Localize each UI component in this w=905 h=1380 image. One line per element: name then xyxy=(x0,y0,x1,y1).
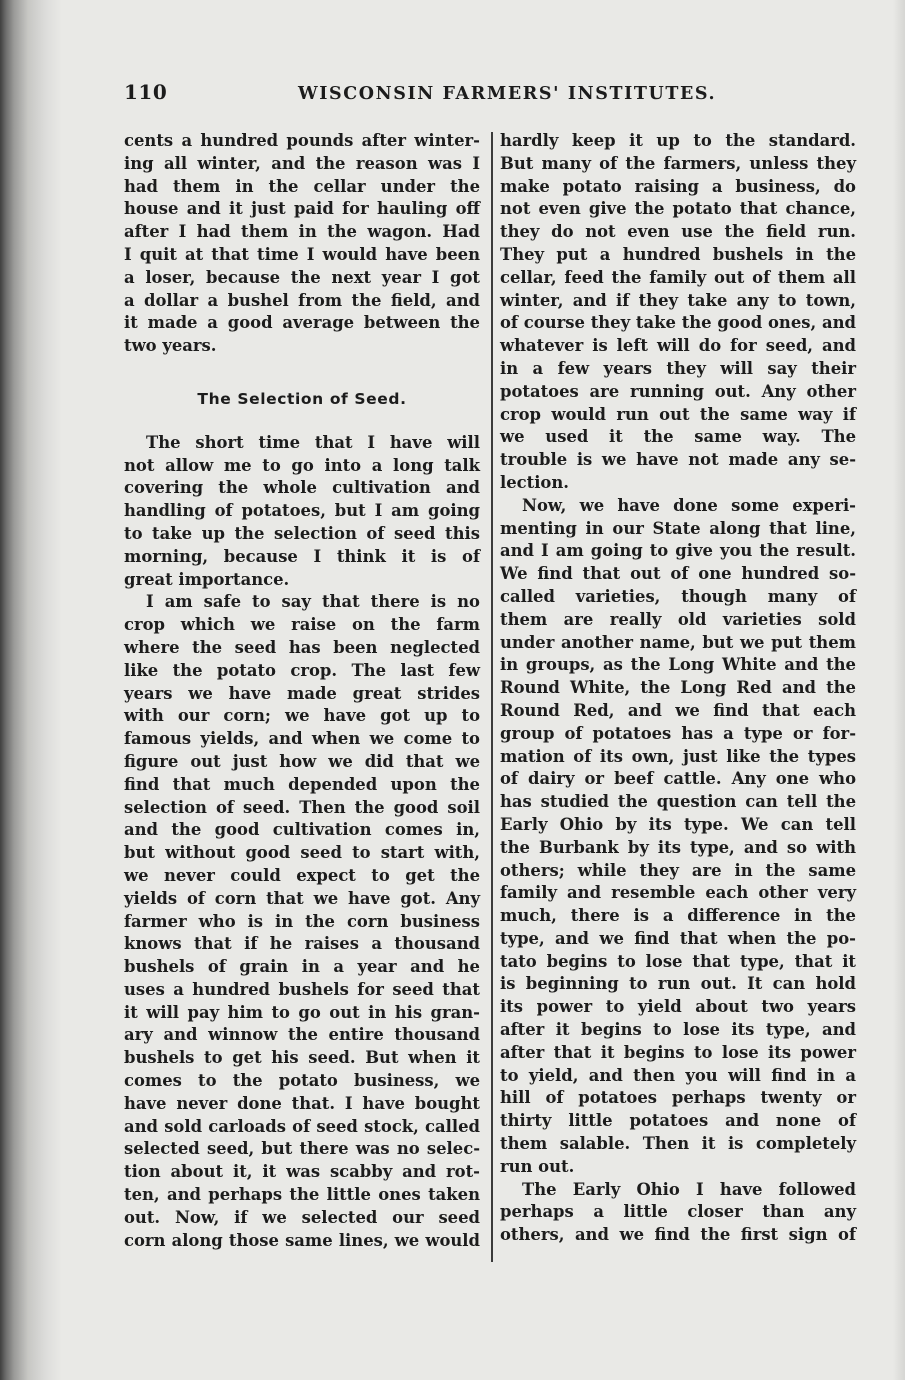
text-line: a dollar a bushel from the field, and xyxy=(124,290,480,310)
page-number: 110 xyxy=(124,80,168,104)
column-divider xyxy=(491,132,493,1262)
text-line: tato begins to lose that type, that it xyxy=(500,951,856,971)
text-line: selected seed, but there was no selec- xyxy=(124,1139,480,1159)
book-gutter-shadow xyxy=(0,0,62,1380)
paragraph-now xyxy=(500,495,856,1179)
text-line: thirty little potatoes and none of xyxy=(500,1111,856,1131)
text-line: of course they take the good ones, and xyxy=(500,313,856,333)
text-line: winter, and if they take any to town, xyxy=(500,290,856,310)
text-line: of dairy or beef cattle. Any one who xyxy=(500,769,856,789)
section-heading: The Selection of Seed. xyxy=(197,389,407,408)
paragraph-continued xyxy=(500,130,856,495)
text-line: bushels to get his seed. But when it xyxy=(124,1048,480,1068)
text-line: is beginning to run out. It can hold xyxy=(500,974,856,994)
text-line: them are really old varieties sold xyxy=(500,609,856,629)
text-line: But many of the farmers, unless they xyxy=(500,153,856,173)
running-head: WISCONSIN FARMERS' INSTITUTES. xyxy=(298,84,717,104)
text-line: They put a hundred bushels in the xyxy=(500,244,856,264)
left-column xyxy=(124,130,480,1252)
text-line: but without good seed to start with, xyxy=(124,843,480,863)
text-line: and the good cultivation comes in, xyxy=(124,820,480,840)
text-line: crop would run out the same way if xyxy=(500,404,856,424)
text-line: crop which we raise on the farm xyxy=(124,615,480,635)
text-line: group of potatoes has a type or for- xyxy=(500,723,856,743)
text-line: run out. xyxy=(500,1156,575,1176)
text-line: corn along those same lines, we would xyxy=(124,1230,480,1250)
text-line: we never could expect to get the xyxy=(124,865,480,885)
page-edge-shadow xyxy=(893,0,905,1380)
text-line: great importance. xyxy=(124,569,290,589)
paragraph-short-time xyxy=(124,432,480,592)
text-line: lection. xyxy=(500,472,569,492)
text-line: make potato raising a business, do xyxy=(500,176,856,196)
text-line: hardly keep it up to the standard. xyxy=(500,131,856,150)
text-line: two years. xyxy=(124,336,217,356)
text-line: it will pay him to go out in his gran- xyxy=(124,1002,480,1022)
text-line: I am safe to say that there is no xyxy=(146,592,480,612)
text-line: called varieties, though many of xyxy=(500,586,856,606)
text-line: not even give the potato that chance, xyxy=(500,199,856,219)
text-line: type, and we find that when the po- xyxy=(500,928,856,948)
text-line: mation of its own, just like the types xyxy=(500,746,856,766)
text-line: find that much depended upon the xyxy=(124,774,480,794)
text-line: it made a good average between the xyxy=(124,313,480,333)
text-line: to take up the selection of seed this xyxy=(124,523,480,543)
text-line: knows that if he raises a thousand xyxy=(124,934,480,954)
text-line: We find that out of one hundred so- xyxy=(500,564,856,584)
text-line: we used it the same way. The xyxy=(500,427,856,447)
right-column xyxy=(500,130,856,1247)
text-line: out. Now, if we selected our seed xyxy=(124,1207,480,1227)
text-line: after that it begins to lose its power xyxy=(500,1042,856,1062)
text-line: under another name, but we put them xyxy=(500,632,856,652)
text-line: The short time that I have will xyxy=(146,432,480,452)
text-line: comes to the potato business, we xyxy=(124,1071,480,1091)
text-line: have never done that. I have bought xyxy=(124,1093,480,1113)
text-line: potatoes are running out. Any other xyxy=(500,381,856,401)
paragraph-intro xyxy=(124,130,480,358)
text-line: after it begins to lose its type, and xyxy=(500,1020,856,1040)
text-line: The Early Ohio I have followed xyxy=(522,1179,856,1199)
text-line: had them in the cellar under the xyxy=(124,176,480,196)
text-line: ing all winter, and the reason was I xyxy=(124,153,480,173)
text-line: ten, and perhaps the little ones taken xyxy=(124,1185,480,1205)
text-line: where the seed has been neglected xyxy=(124,637,480,657)
text-line: ary and winnow the entire thousand xyxy=(124,1025,480,1045)
text-line: menting in our State along that line, xyxy=(500,518,856,538)
text-line: in groups, as the Long White and the xyxy=(500,655,856,675)
text-line: years we have made great strides xyxy=(124,683,480,703)
text-line: with our corn; we have got up to xyxy=(124,706,480,726)
text-line: others, and we find the first sign of xyxy=(500,1225,856,1245)
text-line: house and it just paid for hauling off xyxy=(124,199,480,219)
text-line: Now, we have done some experi- xyxy=(522,495,856,515)
text-line: others; while they are in the same xyxy=(500,860,856,880)
text-line: and sold carloads of seed stock, called xyxy=(124,1116,480,1136)
text-line: Round Red, and we find that each xyxy=(500,700,856,720)
text-line: famous yields, and when we come to xyxy=(124,729,480,749)
text-line: covering the whole cultivation and xyxy=(124,478,480,498)
text-line: Early Ohio by its type. We can tell xyxy=(500,814,856,834)
text-line: selection of seed. Then the good soil xyxy=(124,797,480,817)
text-line: family and resemble each other very xyxy=(500,883,856,903)
text-line: perhaps a little closer than any xyxy=(500,1202,856,1222)
paragraph-early-ohio xyxy=(500,1179,856,1247)
text-line: in a few years they will say their xyxy=(500,358,856,378)
text-line: and I am going to give you the result. xyxy=(500,541,856,561)
text-line: cents a hundred pounds after winter- xyxy=(124,131,480,150)
text-line: them salable. Then it is completely xyxy=(500,1134,856,1154)
text-line: has studied the question can tell the xyxy=(500,792,856,812)
text-line: a loser, because the next year I got xyxy=(124,267,480,287)
text-line: hill of potatoes perhaps twenty or xyxy=(500,1088,856,1108)
text-line: after I had them in the wagon. Had xyxy=(124,222,480,242)
text-line: bushels of grain in a year and he xyxy=(124,957,480,977)
text-line: they do not even use the field run. xyxy=(500,222,856,242)
text-line: to yield, and then you will find in a xyxy=(500,1065,856,1085)
text-line: trouble is we have not made any se- xyxy=(500,450,856,470)
text-line: handling of potatoes, but I am going xyxy=(124,501,480,521)
text-line: the Burbank by its type, and so with xyxy=(500,837,856,857)
text-line: Round White, the Long Red and the xyxy=(500,678,856,698)
text-line: I quit at that time I would have been xyxy=(124,244,480,264)
text-line: cellar, feed the family out of them all xyxy=(500,267,856,287)
text-line: not allow me to go into a long talk xyxy=(124,455,480,475)
text-line: tion about it, it was scabby and rot- xyxy=(124,1162,480,1182)
text-line: its power to yield about two years xyxy=(500,997,856,1017)
text-line: farmer who is in the corn business xyxy=(124,911,480,931)
text-line: uses a hundred bushels for seed that xyxy=(124,979,480,999)
text-line: whatever is left will do for seed, and xyxy=(500,336,856,356)
text-line: morning, because I think it is of xyxy=(124,546,480,566)
text-line: yields of corn that we have got. Any xyxy=(124,888,480,908)
paragraph-safe xyxy=(124,591,480,1252)
text-line: like the potato crop. The last few xyxy=(124,660,480,680)
text-line: much, there is a difference in the xyxy=(500,906,856,926)
text-line: figure out just how we did that we xyxy=(124,751,480,771)
